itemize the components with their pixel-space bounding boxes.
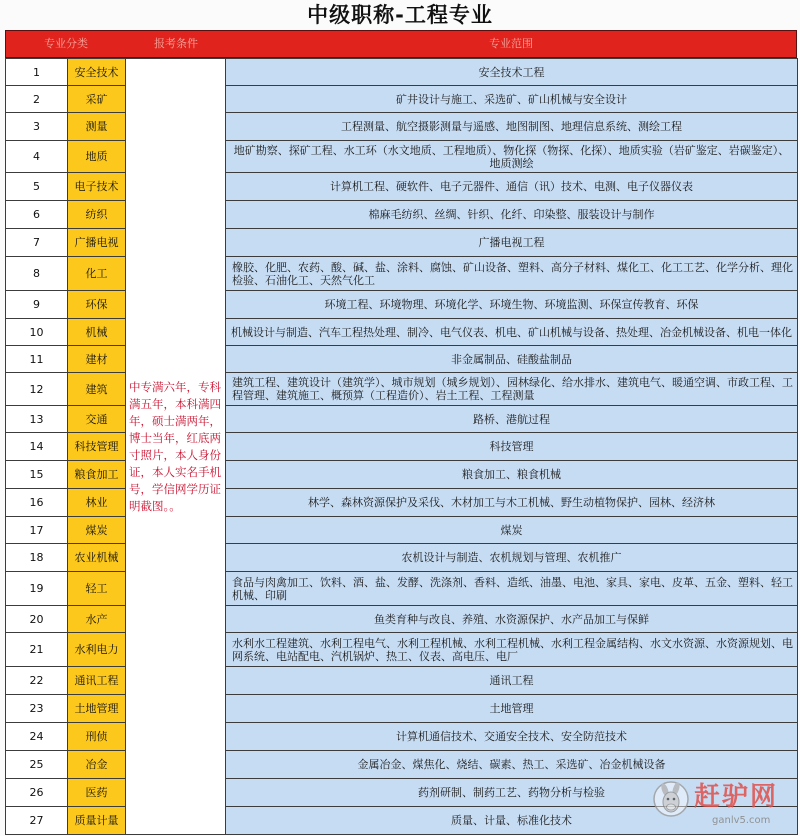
scope-cell: 环境工程、环境物理、环境化学、环境生物、环境监测、环保宣传教育、环保 bbox=[226, 291, 798, 319]
row-number: 25 bbox=[6, 751, 68, 779]
row-number: 3 bbox=[6, 113, 68, 141]
scope-cell: 非金属制品、硅酸盐制品 bbox=[226, 346, 798, 373]
category-cell: 科技管理 bbox=[68, 433, 126, 461]
scope-cell: 工程测量、航空摄影测量与遥感、地图制图、地理信息系统、测绘工程 bbox=[226, 113, 798, 141]
scope-cell: 建筑工程、建筑设计（建筑学）、城市规划（城乡规划）、园林绿化、给水排水、建筑电气、暖通空调、市政工程、工程管理、建筑施工、概预算（工程造价）、岩土工程、工程测量 bbox=[226, 373, 798, 406]
table-body bbox=[6, 59, 798, 835]
category-cell: 地质 bbox=[68, 141, 126, 173]
table-row bbox=[6, 572, 798, 606]
scope-cell: 食品与肉禽加工、饮料、酒、盐、发酵、洗涤剂、香料、造纸、油墨、电池、家具、家电、皮革、五金、塑料、轻工机械、印刷 bbox=[226, 572, 798, 606]
table-row bbox=[6, 633, 798, 667]
table-row bbox=[6, 544, 798, 572]
scope-cell: 药剂研制、制药工艺、药物分析与检验 bbox=[226, 779, 798, 807]
table-row bbox=[6, 86, 798, 113]
scope-cell: 林学、森林资源保护及采伐、木材加工与木工机械、野生动植物保护、园林、经济林 bbox=[226, 489, 798, 517]
category-cell: 广播电视 bbox=[68, 229, 126, 257]
row-number: 27 bbox=[6, 807, 68, 835]
table-row bbox=[6, 319, 798, 346]
table-row bbox=[6, 406, 798, 433]
category-cell: 土地管理 bbox=[68, 695, 126, 723]
scope-cell: 土地管理 bbox=[226, 695, 798, 723]
scope-cell: 矿井设计与施工、采选矿、矿山机械与安全设计 bbox=[226, 86, 798, 113]
row-number: 12 bbox=[6, 373, 68, 406]
row-number: 24 bbox=[6, 723, 68, 751]
category-cell: 纺织 bbox=[68, 201, 126, 229]
category-cell: 电子技术 bbox=[68, 173, 126, 201]
scope-cell: 粮食加工、粮食机械 bbox=[226, 461, 798, 489]
row-number: 20 bbox=[6, 606, 68, 633]
table-row bbox=[6, 723, 798, 751]
table-row bbox=[6, 461, 798, 489]
row-number: 17 bbox=[6, 517, 68, 544]
table-row bbox=[6, 59, 798, 86]
row-number: 14 bbox=[6, 433, 68, 461]
row-number: 1 bbox=[6, 59, 68, 86]
table-row bbox=[6, 173, 798, 201]
row-number: 4 bbox=[6, 141, 68, 173]
category-cell: 轻工 bbox=[68, 572, 126, 606]
scope-cell: 水利水工程建筑、水利工程电气、水利工程机械、水利工程机械、水利工程金属结构、水文水资源、水资源规划、电网系统、电站配电、汽机锅炉、热工、仪表、高电压、电厂 bbox=[226, 633, 798, 667]
table-row bbox=[6, 667, 798, 695]
category-cell: 采矿 bbox=[68, 86, 126, 113]
row-number: 13 bbox=[6, 406, 68, 433]
scope-cell: 鱼类育种与改良、养殖、水资源保护、水产品加工与保鲜 bbox=[226, 606, 798, 633]
category-cell: 刑侦 bbox=[68, 723, 126, 751]
row-number: 26 bbox=[6, 779, 68, 807]
table-row bbox=[6, 113, 798, 141]
category-cell: 水利电力 bbox=[68, 633, 126, 667]
scope-cell: 橡胶、化肥、农药、酸、碱、盐、涂料、腐蚀、矿山设备、塑料、高分子材料、煤化工、化工工艺、化学分析、理化检验、石油化工、天然气化工 bbox=[226, 257, 798, 291]
header-conditions: 报考条件 bbox=[154, 37, 198, 50]
watermark-brand: 赶驴网 bbox=[694, 782, 779, 812]
category-cell: 安全技术 bbox=[68, 59, 126, 86]
table-row bbox=[6, 433, 798, 461]
category-cell: 冶金 bbox=[68, 751, 126, 779]
table-row bbox=[6, 229, 798, 257]
header-category: 专业分类 bbox=[44, 37, 88, 50]
page-title: 中级职称-工程专业 bbox=[307, 3, 493, 27]
category-cell: 建材 bbox=[68, 346, 126, 373]
table-row bbox=[6, 517, 798, 544]
table-row bbox=[6, 141, 798, 173]
majors-table bbox=[5, 58, 798, 835]
row-number: 11 bbox=[6, 346, 68, 373]
scope-cell: 广播电视工程 bbox=[226, 229, 798, 257]
table-row bbox=[6, 291, 798, 319]
category-cell: 机械 bbox=[68, 319, 126, 346]
scope-cell: 安全技术工程 bbox=[226, 59, 798, 86]
row-number: 2 bbox=[6, 86, 68, 113]
row-number: 18 bbox=[6, 544, 68, 572]
category-cell: 农业机械 bbox=[68, 544, 126, 572]
conditions-cell: 中专满六年，专科满五年，本科满四年，硕士满两年，博士当年，红底两寸照片，本人身份证，本人实名手机号，学信网学历证明截图。。 bbox=[126, 59, 226, 835]
scope-cell: 地矿勘察、探矿工程、水工环（水文地质、工程地质）、物化探（物探、化探）、地质实验（岩矿鉴定、岩碳鉴定）、地质测绘 bbox=[226, 141, 798, 173]
scope-cell: 计算机通信技术、交通安全技术、安全防范技术 bbox=[226, 723, 798, 751]
row-number: 10 bbox=[6, 319, 68, 346]
row-number: 23 bbox=[6, 695, 68, 723]
table-row bbox=[6, 695, 798, 723]
table-row bbox=[6, 606, 798, 633]
table-row bbox=[6, 257, 798, 291]
category-cell: 林业 bbox=[68, 489, 126, 517]
row-number: 21 bbox=[6, 633, 68, 667]
table-row bbox=[6, 489, 798, 517]
scope-cell: 计算机工程、硬软件、电子元器件、通信（讯）技术、电测、电子仪器仪表 bbox=[226, 173, 798, 201]
row-number: 22 bbox=[6, 667, 68, 695]
scope-cell: 路桥、港航过程 bbox=[226, 406, 798, 433]
category-cell: 建筑 bbox=[68, 373, 126, 406]
row-number: 9 bbox=[6, 291, 68, 319]
scope-cell: 机械设计与制造、汽车工程热处理、制冷、电气仪表、机电、矿山机械与设备、热处理、冶金机械设备、机电一体化 bbox=[226, 319, 798, 346]
row-number: 15 bbox=[6, 461, 68, 489]
table-row bbox=[6, 373, 798, 406]
row-number: 19 bbox=[6, 572, 68, 606]
row-number: 6 bbox=[6, 201, 68, 229]
category-cell: 粮食加工 bbox=[68, 461, 126, 489]
table-header-bar bbox=[5, 30, 797, 58]
scope-cell: 煤炭 bbox=[226, 517, 798, 544]
scope-cell: 农机设计与制造、农机规划与管理、农机推广 bbox=[226, 544, 798, 572]
table-row bbox=[6, 346, 798, 373]
scope-cell: 通讯工程 bbox=[226, 667, 798, 695]
category-cell: 水产 bbox=[68, 606, 126, 633]
scope-cell: 金属冶金、煤焦化、烧结、碳素、热工、采选矿、冶金机械设备 bbox=[226, 751, 798, 779]
category-cell: 化工 bbox=[68, 257, 126, 291]
row-number: 8 bbox=[6, 257, 68, 291]
category-cell: 环保 bbox=[68, 291, 126, 319]
donkey-logo-icon bbox=[652, 780, 690, 818]
row-number: 7 bbox=[6, 229, 68, 257]
scope-cell: 质量、计量、标准化技术 bbox=[226, 807, 798, 835]
scope-cell: 科技管理 bbox=[226, 433, 798, 461]
table-row bbox=[6, 201, 798, 229]
row-number: 16 bbox=[6, 489, 68, 517]
category-cell: 煤炭 bbox=[68, 517, 126, 544]
scope-cell: 棉麻毛纺织、丝绸、针织、化纤、印染整、服装设计与制作 bbox=[226, 201, 798, 229]
category-cell: 质量计量 bbox=[68, 807, 126, 835]
header-scope: 专业范围 bbox=[489, 37, 533, 50]
watermark-url: ganlv5.com bbox=[712, 815, 771, 826]
category-cell: 测量 bbox=[68, 113, 126, 141]
category-cell: 医药 bbox=[68, 779, 126, 807]
category-cell: 交通 bbox=[68, 406, 126, 433]
table-row bbox=[6, 751, 798, 779]
row-number: 5 bbox=[6, 173, 68, 201]
category-cell: 通讯工程 bbox=[68, 667, 126, 695]
